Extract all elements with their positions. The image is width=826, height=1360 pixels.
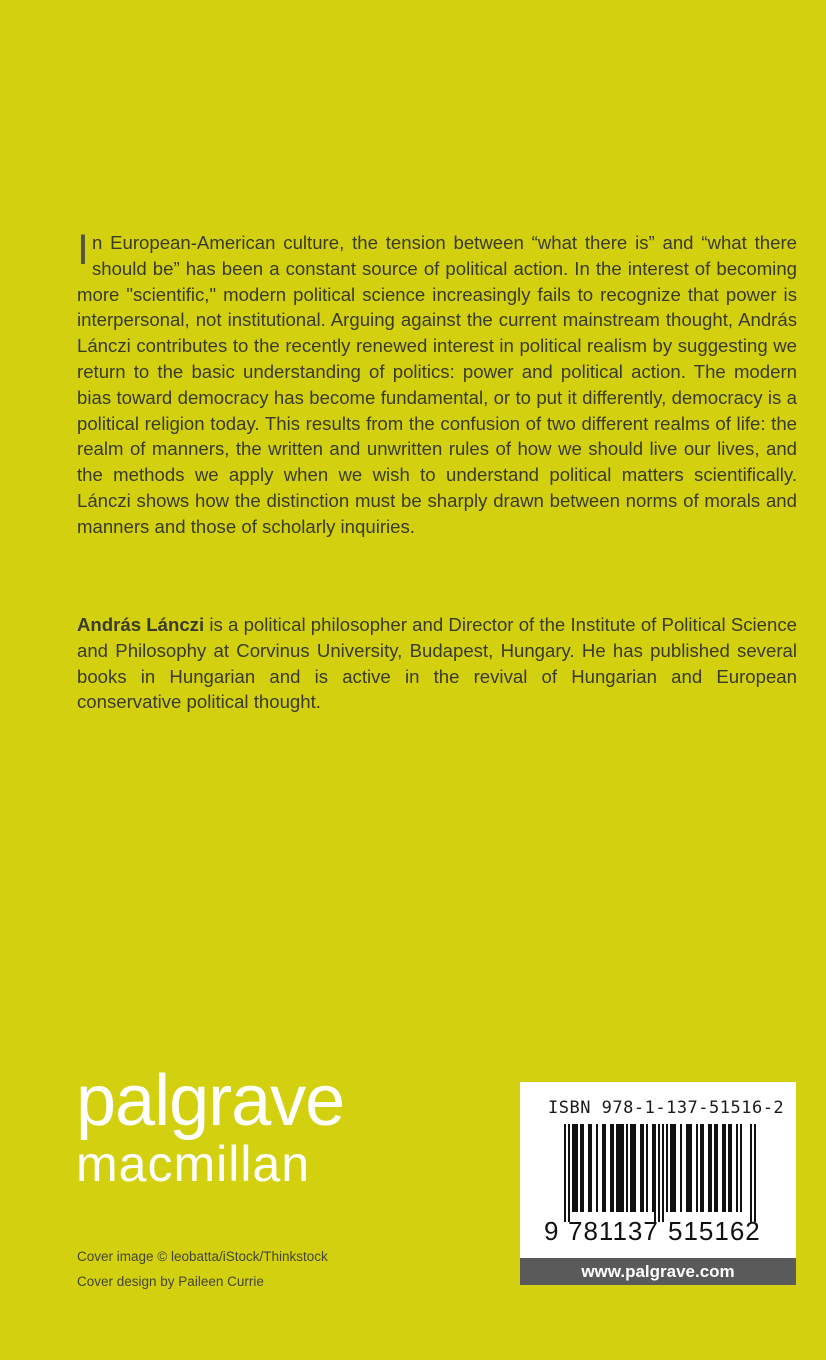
publisher-logo-line2: macmillan <box>76 1136 311 1192</box>
cover-credits <box>77 1244 328 1294</box>
barcode-bar <box>740 1124 742 1212</box>
barcode-bar <box>588 1124 590 1212</box>
barcode-bar <box>690 1124 692 1212</box>
barcode-bar <box>568 1124 570 1222</box>
barcode-bar <box>686 1124 688 1212</box>
cover-design-credit: Cover design by Paileen Currie <box>77 1274 264 1289</box>
barcode-bar <box>710 1124 712 1212</box>
barcode-bar <box>652 1124 654 1212</box>
barcode-bar <box>604 1124 606 1212</box>
barcode-bar <box>662 1124 664 1222</box>
barcode-bar <box>616 1124 618 1212</box>
barcode-bar <box>582 1124 584 1212</box>
barcode-bar <box>630 1124 632 1212</box>
barcode-bar <box>590 1124 592 1212</box>
barcode-bar <box>642 1124 644 1212</box>
barcode-bar <box>580 1124 582 1212</box>
barcode-bar <box>728 1124 730 1212</box>
barcode-bar <box>754 1124 756 1222</box>
barcode-bar <box>714 1124 716 1212</box>
publisher-logo <box>76 1061 345 1194</box>
barcode-bar <box>696 1124 698 1212</box>
barcode-bar <box>724 1124 726 1212</box>
barcode-bar <box>670 1124 672 1212</box>
barcode-bar <box>572 1124 574 1212</box>
barcode-bar <box>708 1124 710 1212</box>
barcode-bar <box>576 1124 578 1212</box>
author-name: András Lánczi <box>77 614 205 635</box>
barcode-bar <box>646 1124 648 1212</box>
drop-cap: I <box>77 226 89 274</box>
barcode-bar <box>674 1124 676 1212</box>
barcode-bar <box>620 1124 622 1212</box>
barcode-bar <box>602 1124 604 1212</box>
barcode-bar <box>654 1124 656 1222</box>
barcode-bar <box>640 1124 642 1212</box>
bio-paragraph <box>77 612 797 715</box>
barcode-digits-right: 515162 <box>668 1216 761 1246</box>
book-description <box>77 226 797 540</box>
barcode-bar <box>750 1124 752 1222</box>
publisher-logo-line1: palgrave <box>76 1061 345 1141</box>
barcode-panel <box>520 1082 796 1258</box>
barcode-bar <box>618 1124 620 1212</box>
barcode-bar <box>574 1124 576 1212</box>
barcode-bar <box>730 1124 732 1212</box>
description-text: n European-American culture, the tension between “what there is” and “what there should be” has been a constant source of political action. In the interest of becoming more "scientific," modern political science increasingly fails to recognize that power is interpersonal, not institutional. Arguing against the current mainstream thought, András Lánczi contributes to the recently renewed interest in political realism by suggesting we return to the basic understanding of politics: power and political action. The modern bias toward democracy has become fundamental, or to put it differently, democracy is a political religion today. This results from the confusion of two different realms of life: the realm of manners, the written and unwritten rules of how we should live our lives, and the methods we apply when we wish to understand political matters scientifically. Lánczi shows how the distinction must be sharply drawn between norms of morals and manners and those of scholarly inquiries. <box>77 232 797 537</box>
cover-image-credit: Cover image © leobatta/iStock/Thinkstock <box>77 1249 328 1264</box>
barcode-digits-left: 781137 <box>568 1216 659 1246</box>
barcode-bar <box>622 1124 624 1212</box>
barcode-bar <box>626 1124 628 1212</box>
bio-text: is a political philosopher and Director of the Institute of Political Science and Philosophy at Corvinus University, Budapest, Hungary. He has published several books in Hungarian and is active in the revival of Hungarian and European conservative political thought. <box>77 614 797 713</box>
author-bio <box>77 612 797 715</box>
barcode-bar <box>688 1124 690 1212</box>
barcode-bar <box>672 1124 674 1212</box>
barcode-bar <box>700 1124 702 1212</box>
barcode-bar <box>658 1124 660 1222</box>
barcode-bar <box>610 1124 612 1212</box>
barcode-bar <box>632 1124 634 1212</box>
barcode-bar <box>666 1124 668 1212</box>
barcode-bar <box>722 1124 724 1212</box>
barcode-bar <box>716 1124 718 1212</box>
barcode-bar <box>680 1124 682 1212</box>
website-link[interactable]: www.palgrave.com <box>520 1258 796 1285</box>
barcode-bar <box>702 1124 704 1212</box>
barcode-bar <box>736 1124 738 1212</box>
barcode-bar <box>596 1124 598 1212</box>
barcode-bar <box>564 1124 566 1222</box>
barcode-digit-first: 9 <box>544 1216 559 1246</box>
description-paragraph <box>77 226 797 540</box>
barcode-bar <box>612 1124 614 1212</box>
barcode-bar <box>634 1124 636 1212</box>
isbn-label: ISBN 978-1-137-51516-2 <box>548 1098 785 1118</box>
